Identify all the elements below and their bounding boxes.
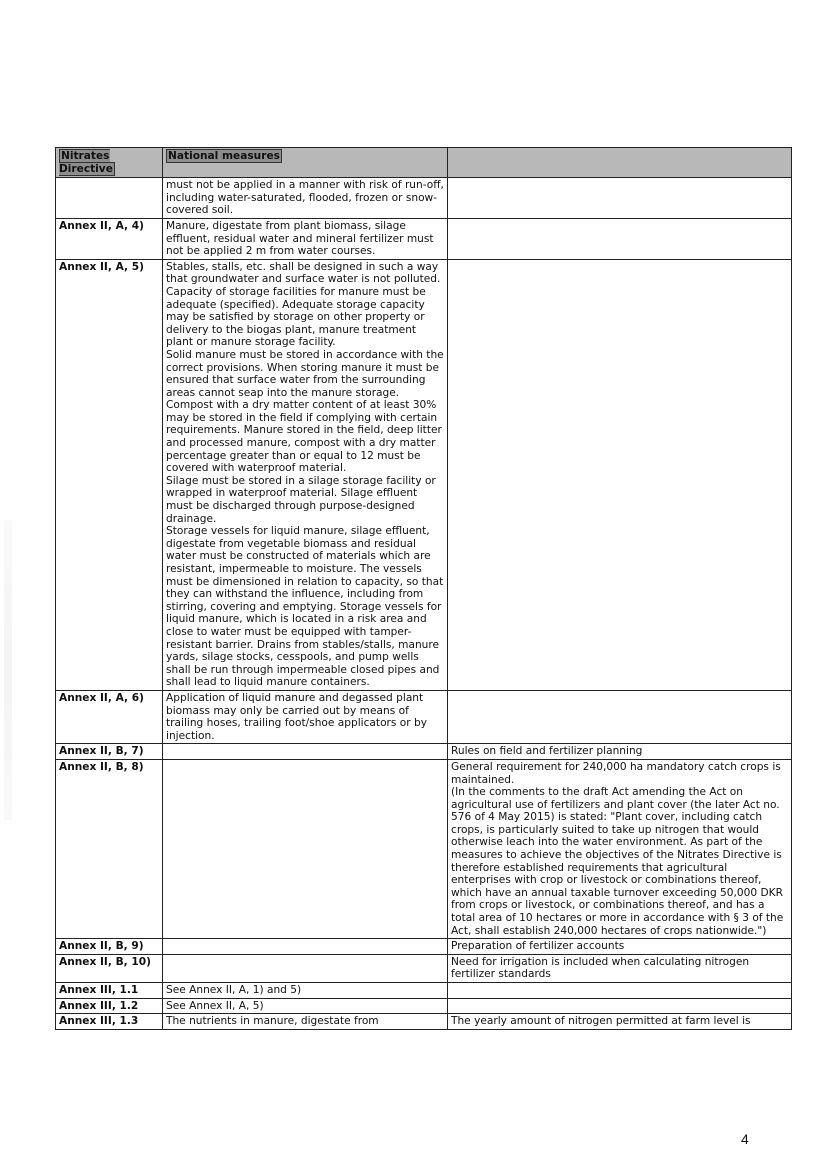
row-additional-measure [448, 998, 792, 1014]
row-reference: Annex II, A, 5) [56, 259, 163, 690]
row-reference: Annex III, 1.3 [56, 1014, 163, 1030]
table-row [56, 998, 792, 1014]
row-reference: Annex II, B, 8) [56, 759, 163, 938]
row-reference [56, 178, 163, 219]
row-national-measure: The nutrients in manure, digestate from [163, 1014, 448, 1030]
row-additional-measure: Rules on field and fertilizer planning [448, 744, 792, 760]
table-row [56, 744, 792, 760]
row-national-measure [163, 954, 448, 982]
header-national-measures: National measures [163, 148, 448, 178]
row-reference: Annex III, 1.2 [56, 998, 163, 1014]
table-row [56, 939, 792, 955]
table-row [56, 218, 792, 259]
table-row [56, 954, 792, 982]
row-additional-measure: General requirement for 240,000 ha mandatory catch crops is maintained. (In the comments to the draft Act amending the Act on agricultural use of fertilizers and plant cover (the later Act no. 576 of 4 May 2015) is stated: "Plant cover, including catch crops, is particularly suited to take up nitrogen that would otherwise leach into the water environment. As part of the measures to achieve the objectives of the Nitrates Directive is therefore established requirements that agricultural enterprises with crop or livestock or combinations thereof, which have an annual taxable turnover exceeding 50,000 DKR from crops or livestock, or combinations thereof, and has a total area of 10 hectares or more in accordance with § 3 of the Act, shall establish 240,000 hectares of crops nationwide.") [448, 759, 792, 938]
row-additional-measure: The yearly amount of nitrogen permitted at farm level is [448, 1014, 792, 1030]
page-number: 4 [741, 1131, 749, 1147]
row-reference: Annex II, A, 4) [56, 218, 163, 259]
row-additional-measure [448, 259, 792, 690]
measures-table [55, 147, 792, 1030]
row-national-measure [163, 759, 448, 938]
row-national-measure: must not be applied in a manner with risk of run-off, including water-saturated, flooded, frozen or snow-covered soil. [163, 178, 448, 219]
row-reference: Annex II, B, 9) [56, 939, 163, 955]
row-national-measure: See Annex II, A, 5) [163, 998, 448, 1014]
table-row [56, 759, 792, 938]
row-additional-measure: Preparation of fertilizer accounts [448, 939, 792, 955]
table-header-row [56, 148, 792, 178]
row-reference: Annex II, B, 7) [56, 744, 163, 760]
table-row [56, 178, 792, 219]
row-additional-measure [448, 218, 792, 259]
header-blank [448, 148, 792, 178]
row-reference: Annex II, A, 6) [56, 690, 163, 743]
row-national-measure [163, 939, 448, 955]
table-row [56, 1014, 792, 1030]
row-national-measure [163, 744, 448, 760]
row-national-measure: See Annex II, A, 1) and 5) [163, 983, 448, 999]
table-row [56, 690, 792, 743]
row-additional-measure: Need for irrigation is included when calculating nitrogen fertilizer standards [448, 954, 792, 982]
header-nitrates-directive: Nitrates Directive [56, 148, 163, 178]
table-row [56, 259, 792, 690]
row-national-measure: Application of liquid manure and degassed plant biomass may only be carried out by means of trailing hoses, trailing foot/shoe applicators or by injection. [163, 690, 448, 743]
row-additional-measure [448, 178, 792, 219]
row-reference: Annex III, 1.1 [56, 983, 163, 999]
row-additional-measure [448, 983, 792, 999]
row-national-measure: Stables, stalls, etc. shall be designed in such a way that groundwater and surface water is not polluted. Capacity of storage facilities for manure must be adequate (specified). Adequate storage capacity may be satisfied by storage on other property or delivery to the biogas plant, manure treatment plant or manure storage facility. Solid manure must be stored in accordance with the correct provisions. When storing manure it must be ensured that surface water from the surrounding areas cannot seap into the manure storage. Compost with a dry matter content of at least 30% may be stored in the field if complying with certain requirements. Manure stored in the field, deep litter and processed manure, compost with a dry matter percentage greater than or equal to 12 must be covered with waterproof material. Silage must be stored in a silage storage facility or wrapped in waterproof material. Silage effluent must be discharged through purpose-designed drainage. Storage vessels for liquid manure, silage effluent, digestate from vegetable biomass and residual water must be constructed of materials which are resistant, impermeable to moisture. The vessels must be dimensioned in relation to capacity, so that they can withstand the influence, including from stirring, covering and emptying. Storage vessels for liquid manure, which is located in a risk area and close to water must be equipped with tamper-resistant barrier. Drains from stables/stalls, manure yards, silage stocks, cesspools, and pump wells shall be run through impermeable closed pipes and shall lead to liquid manure containers. [163, 259, 448, 690]
row-national-measure: Manure, digestate from plant biomass, silage effluent, residual water and mineral fertilizer must not be applied 2 m from water courses. [163, 218, 448, 259]
row-additional-measure [448, 690, 792, 743]
row-reference: Annex II, B, 10) [56, 954, 163, 982]
scan-edge-shadow [4, 520, 12, 820]
table-row [56, 983, 792, 999]
